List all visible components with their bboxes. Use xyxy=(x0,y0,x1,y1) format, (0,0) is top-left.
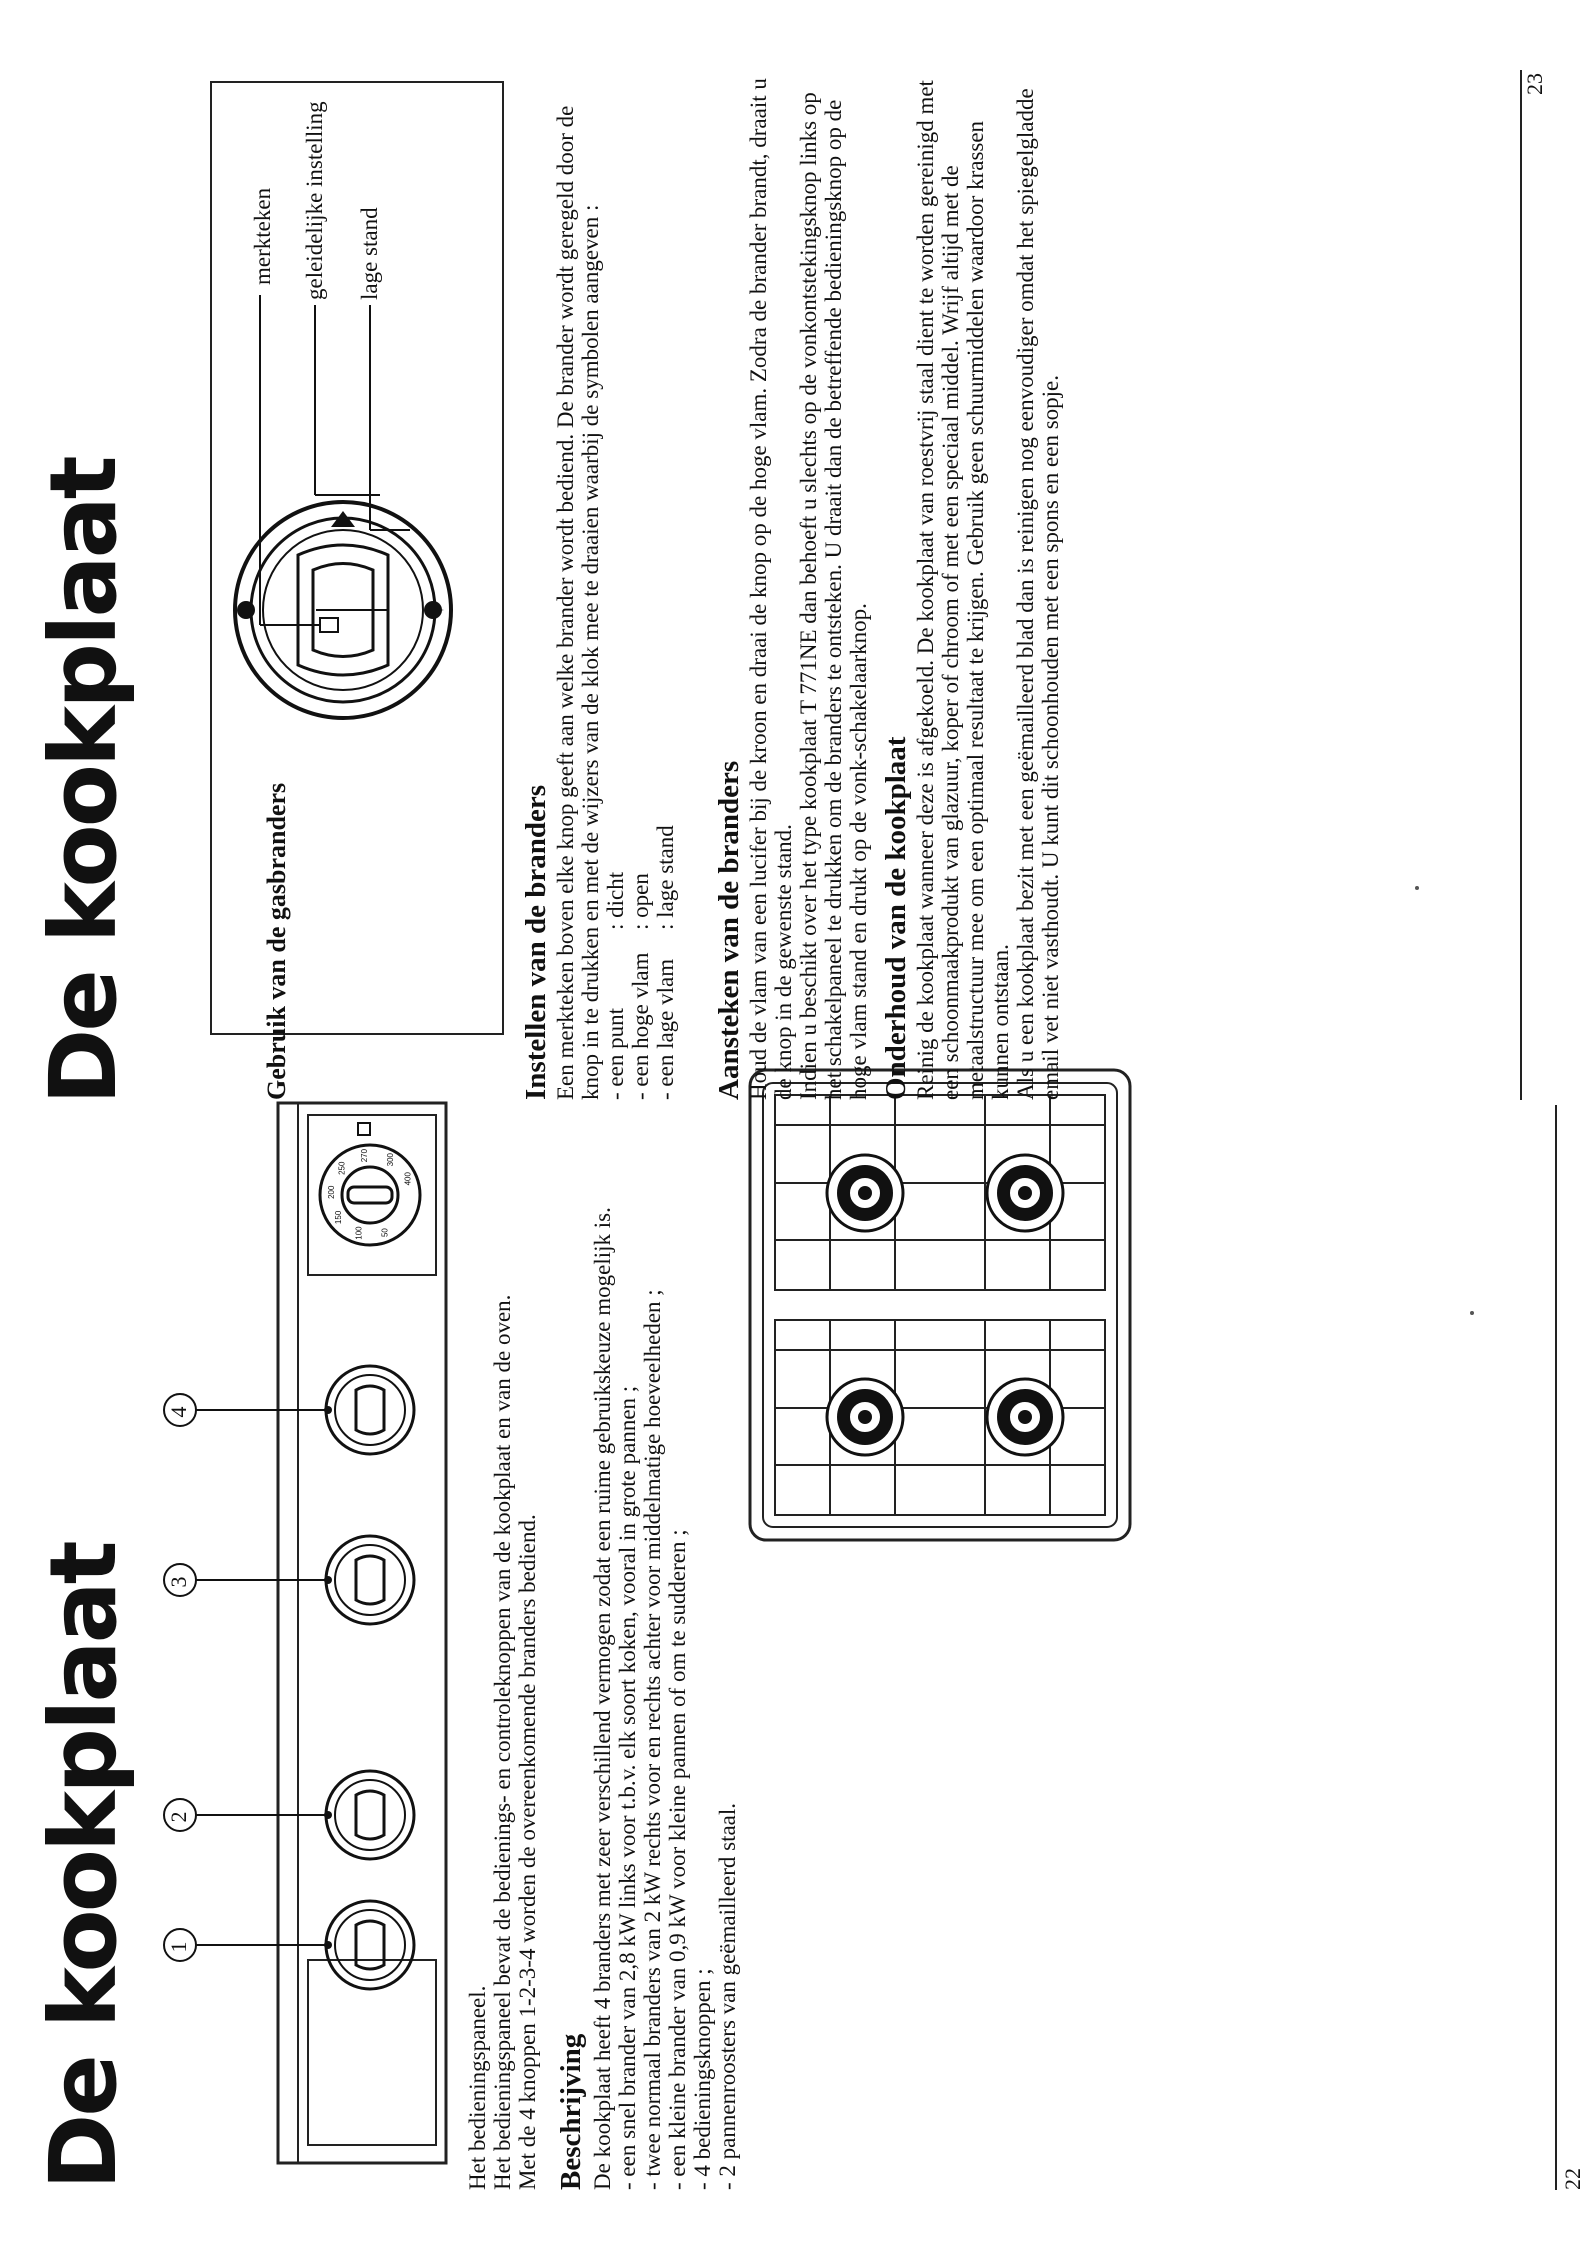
instellen-paragraph: Een merkteken boven elke knop geeft aan welke brander wordt bediend. De brander wordt geregeld door de knop in te drukken en met de wijzers van de klok mee te draaien waarbij de symbolen aangeven : xyxy=(553,105,603,1100)
control-knob xyxy=(164,1771,414,1859)
beschrijving-line: - 4 bedieningsknoppen ; xyxy=(690,1968,715,2190)
symbol-value: : dicht xyxy=(603,871,628,930)
dial-mark: 100 xyxy=(354,1226,364,1240)
beschrijving-line: - twee normaal branders van 2 kW rechts voor en rechts achter voor middelmatige hoeveelheden ; xyxy=(640,1289,665,2190)
callout-3: 3 xyxy=(166,1576,191,1588)
label-merkteken: merkteken xyxy=(250,187,275,285)
symbol-row xyxy=(628,70,653,1100)
aansteken-heading: Aansteken van de branders xyxy=(713,760,745,1100)
control-panel-illustration xyxy=(160,1095,450,2165)
dial-mark: 270 xyxy=(360,1148,370,1163)
right-page-title: De kookplaat xyxy=(30,458,137,1105)
callout-1: 1 xyxy=(166,1941,191,1953)
intro-line-1: Het bedieningspaneel. xyxy=(465,1985,490,2190)
label-lage-stand: lage stand xyxy=(357,207,382,300)
aansteken-text xyxy=(746,70,871,1100)
beschrijving-line: - een snel brander van 2,8 kW links voor t.b.v. elk soort koken, vooral in grote pannen ; xyxy=(615,1385,640,2190)
symbol-row xyxy=(653,70,678,1100)
gas-burner xyxy=(827,1379,903,1455)
onderhoud-paragraph-2: Als u een kookplaat bezit met een geëmailleerd blad dan is reinigen nog eenvoudiger omdat het spiegelgladde email vet niet vasthoudt. U kunt dit schoonhouden met een spons en een sopje. xyxy=(1013,88,1063,1100)
scan-speck xyxy=(1415,886,1419,890)
dial-mark: 300 xyxy=(385,1153,395,1167)
right-page-number: 23 xyxy=(1522,73,1547,95)
symbol-value: : open xyxy=(628,873,653,930)
control-knob xyxy=(164,1536,414,1624)
dial-mark: 50 xyxy=(380,1228,390,1238)
onderhoud-paragraph-1: Reinig de kookplaat wanneer deze is afgekoeld. De kookplaat van roestvrij staal dient te worden gereinigd met een schoonmaakprodukt van glazuur, koper of chroom of met een speciaal middel. Wrijf altijd met de metaalstructuur mee om een optimaal resultaat te krijgen. Gebruik geen schuurmiddelen waardoor krassen kunnen ontstaan. xyxy=(913,80,1013,1100)
gas-burner xyxy=(987,1379,1063,1455)
panel-intro xyxy=(465,1110,540,2190)
symbol-name: - een lage vlam xyxy=(653,958,678,1100)
symbol-value: : lage stand xyxy=(653,825,678,930)
gas-burner xyxy=(987,1155,1063,1231)
instellen-text xyxy=(553,70,678,1100)
label-geleidelijke-instelling: geleidelijke instelling xyxy=(302,101,327,300)
beschrijving-heading: Beschrijving xyxy=(555,2033,587,2190)
oven-thermostat-dial xyxy=(320,1123,420,1245)
scan-speck xyxy=(1470,1311,1474,1315)
beschrijving-line: - 2 pannenroosters van geëmailleerd staal. xyxy=(715,1802,740,2190)
dial-mark: 250 xyxy=(337,1161,347,1175)
aansteken-paragraph-2: Indien u beschikt over het type kookplaat T 771NE dan behoeft u slechts op de vonkontstekingsknop links op het schakelpaneel te drukken om de branders te ontsteken. U draait dan de betreffende bedieningsknop op de hoge vlam stand en drukt op de vonk-schakelaarknop. xyxy=(796,92,871,1100)
left-page-footer-rule xyxy=(1555,1105,1557,2190)
dial-mark: 200 xyxy=(327,1185,337,1199)
control-knob xyxy=(164,1901,414,1989)
symbol-name: - een hoge vlam xyxy=(628,952,653,1100)
left-page-title: De kookplaat xyxy=(30,1543,137,2190)
cooktop-illustration xyxy=(745,1065,1135,1545)
symbol-row xyxy=(603,70,628,1100)
beschrijving-line: - een kleine brander van 0,9 kW voor kleine pannen of om te sudderen ; xyxy=(665,1529,690,2190)
gas-section-title: Gebruik van de gasbranders xyxy=(262,782,291,1100)
callout-2: 2 xyxy=(166,1811,191,1823)
beschrijving-line: De kookplaat heeft 4 branders met zeer verschillend vermogen zodat een ruime gebruikskeuze mogelijk is. xyxy=(590,1207,615,2190)
gas-burner xyxy=(827,1155,903,1231)
control-knob xyxy=(164,1366,414,1454)
dial-mark: 400 xyxy=(403,1172,413,1186)
left-page-number: 22 xyxy=(1560,2168,1585,2190)
intro-line-3: Met de 4 knoppen 1-2-3-4 worden de overeenkomende branders bediend. xyxy=(515,1514,540,2190)
beschrijving-text xyxy=(590,1110,740,2190)
intro-line-2: Het bedieningspaneel bevat de bedienings- en controleknoppen van de kookplaat en van de oven. xyxy=(490,1294,515,2190)
onderhoud-text xyxy=(913,70,1063,1100)
onderhoud-heading: Onderhoud van de kookplaat xyxy=(880,736,912,1100)
aansteken-paragraph-1: Houd de vlam van een lucifer bij de kroon en draai de knop op de hoge vlam. Zodra de brander brandt, draait u de knop in de gewenste stand. xyxy=(746,78,796,1100)
symbol-name: - een punt xyxy=(603,1008,628,1100)
callout-4: 4 xyxy=(166,1406,191,1418)
dial-mark: 150 xyxy=(333,1210,343,1225)
right-page-footer-rule xyxy=(1520,70,1522,1100)
instellen-heading: Instellen van de branders xyxy=(520,784,552,1100)
